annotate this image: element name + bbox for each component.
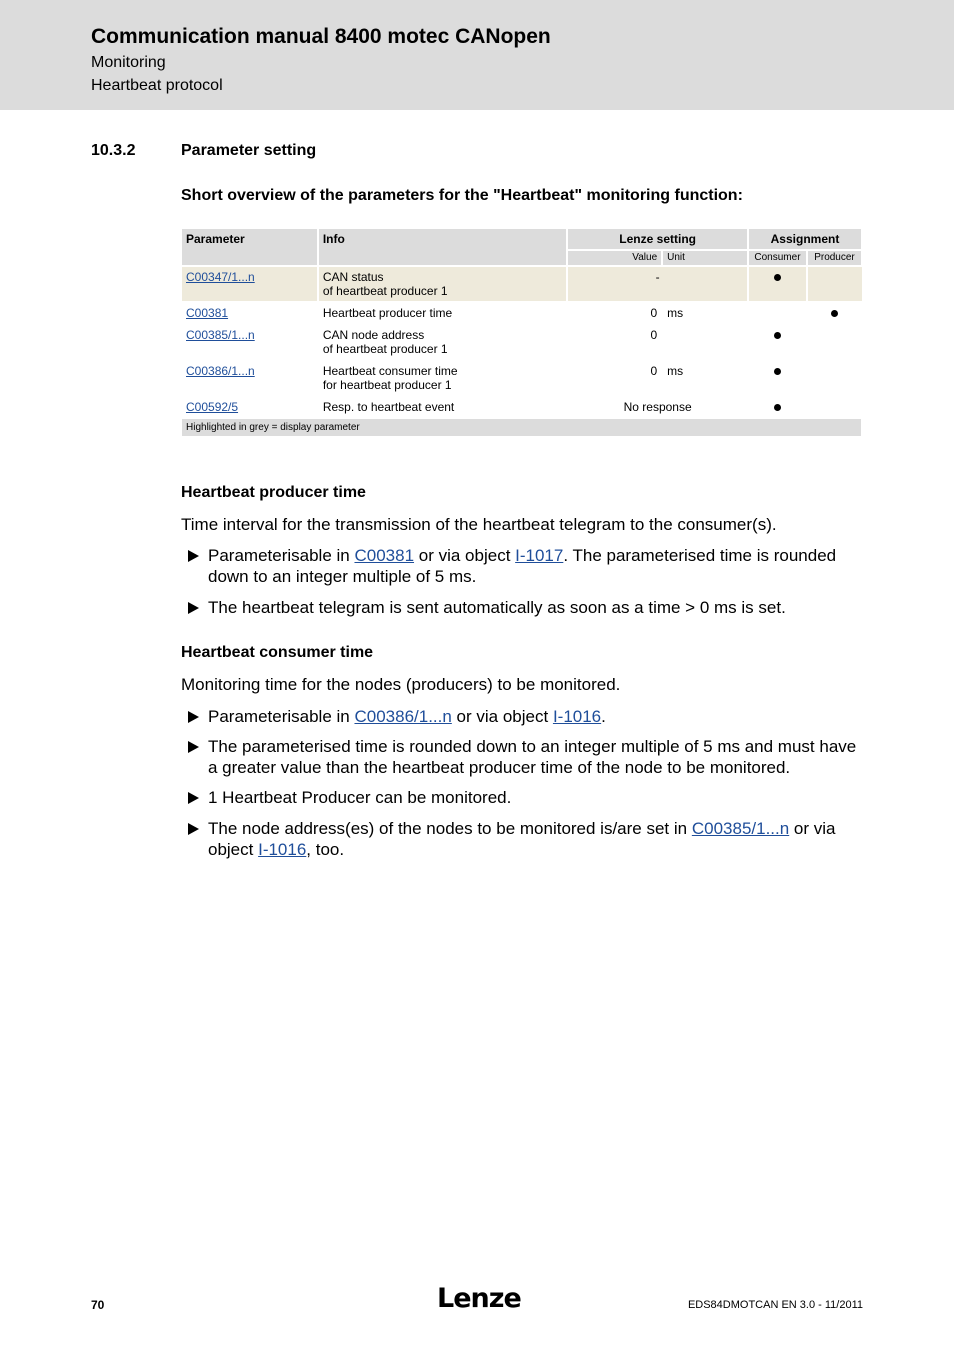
triangle-bullet-icon bbox=[188, 741, 199, 753]
assignment-dot bbox=[831, 310, 838, 317]
info-line: CAN status bbox=[322, 270, 384, 284]
triangle-bullet-icon bbox=[188, 602, 199, 614]
breadcrumb-chapter: Monitoring bbox=[91, 54, 166, 71]
bullet-text: or via object bbox=[451, 707, 553, 726]
header-producer: Producer bbox=[807, 250, 862, 266]
consumer-text: Monitoring time for the nodes (producers) to be monitored. bbox=[181, 675, 621, 694]
parameter-link[interactable]: C00347/1...n bbox=[186, 270, 255, 284]
lenze-logo: Lenze bbox=[437, 1283, 521, 1314]
bullet-text: 1 Heartbeat Producer can be monitored. bbox=[208, 788, 512, 807]
info-line: CAN node address bbox=[322, 328, 425, 342]
consumer-heading: Heartbeat consumer time bbox=[181, 644, 374, 661]
parameter-link[interactable]: C00386/1...n bbox=[186, 364, 255, 378]
header-assignment: Assignment bbox=[748, 229, 862, 250]
table-row bbox=[182, 324, 862, 360]
section-title: Parameter setting bbox=[181, 142, 317, 159]
header-unit: Unit bbox=[662, 250, 748, 266]
bullet-text: . bbox=[601, 707, 606, 726]
assignment-dot bbox=[774, 332, 781, 339]
list-item bbox=[181, 818, 863, 860]
link-i-1016[interactable]: I-1016 bbox=[258, 840, 307, 859]
assignment-dot bbox=[774, 404, 781, 411]
assignment-dot bbox=[774, 368, 781, 375]
bullet-text: . The parameterised time is rounded down to an integer multiple of 5 ms. bbox=[208, 546, 837, 586]
info-line: Heartbeat producer time bbox=[322, 306, 453, 320]
breadcrumb-section: Heartbeat protocol bbox=[91, 77, 223, 94]
link-i-1017[interactable]: I-1017 bbox=[515, 546, 564, 565]
table-row bbox=[182, 396, 862, 418]
overview-heading: Short overview of the parameters for the "Heartbeat" monitoring function: bbox=[181, 187, 743, 204]
unit-cell: ms bbox=[662, 360, 748, 396]
info-line: of heartbeat producer 1 bbox=[322, 342, 448, 356]
header-consumer: Consumer bbox=[748, 250, 807, 266]
link-c00386[interactable]: C00386/1...n bbox=[354, 707, 452, 726]
bullet-text: The parameterised time is rounded down to an integer multiple of 5 ms and must have a greater value than the heartbeat producer time of the node to be monitored. bbox=[208, 737, 857, 777]
bullet-text: Parameterisable in bbox=[208, 707, 355, 726]
document-title: Communication manual 8400 motec CANopen bbox=[91, 25, 551, 48]
value-cell: 0 bbox=[567, 302, 662, 324]
header-info: Info bbox=[318, 229, 567, 266]
page-header bbox=[0, 0, 954, 110]
bullet-text: or via object bbox=[414, 546, 516, 565]
info-line: Resp. to heartbeat event bbox=[322, 400, 455, 414]
bullet-text: , too. bbox=[306, 840, 345, 859]
bullet-text: or via object bbox=[208, 819, 836, 859]
producer-heading: Heartbeat producer time bbox=[181, 484, 366, 501]
document-code: EDS84DMOTCAN EN 3.0 - 11/2011 bbox=[687, 1299, 863, 1311]
info-line: Heartbeat consumer time bbox=[322, 364, 458, 378]
list-item bbox=[181, 597, 863, 618]
parameter-link[interactable]: C00381 bbox=[186, 306, 229, 320]
table-note: Highlighted in grey = display parameter bbox=[182, 418, 862, 437]
info-line: of heartbeat producer 1 bbox=[322, 284, 448, 298]
header-parameter: Parameter bbox=[182, 229, 318, 266]
list-item bbox=[181, 736, 863, 778]
bullet-text: The heartbeat telegram is sent automatically as soon as a time > 0 ms is set. bbox=[208, 598, 786, 617]
table-row bbox=[182, 266, 862, 302]
parameter-link[interactable]: C00592/5 bbox=[186, 400, 239, 414]
link-c00385[interactable]: C00385/1...n bbox=[691, 819, 790, 838]
triangle-bullet-icon bbox=[188, 792, 199, 804]
info-line: for heartbeat producer 1 bbox=[322, 378, 452, 392]
value-cell: 0 bbox=[567, 360, 662, 396]
parameter-table bbox=[182, 229, 863, 438]
value-cell: 0 bbox=[567, 324, 662, 360]
list-item bbox=[181, 545, 863, 587]
triangle-bullet-icon bbox=[188, 711, 199, 723]
header-lenze-setting: Lenze setting bbox=[567, 229, 748, 250]
page-number: 70 bbox=[91, 1298, 105, 1312]
section-number: 10.3.2 bbox=[91, 142, 136, 159]
header-value: Value bbox=[567, 250, 662, 266]
link-c00381[interactable]: C00381 bbox=[354, 546, 415, 565]
triangle-bullet-icon bbox=[188, 550, 199, 562]
parameter-link[interactable]: C00385/1...n bbox=[186, 328, 255, 342]
bullet-text: The node address(es) of the nodes to be monitored is/are set in bbox=[208, 819, 692, 838]
list-item bbox=[181, 706, 863, 727]
producer-text: Time interval for the transmission of the heartbeat telegram to the consumer(s). bbox=[181, 515, 777, 534]
bullet-text: Parameterisable in bbox=[208, 546, 355, 565]
list-item bbox=[181, 787, 863, 808]
triangle-bullet-icon bbox=[188, 823, 199, 835]
link-i-1016[interactable]: I-1016 bbox=[552, 707, 602, 726]
table-row bbox=[182, 302, 862, 324]
assignment-dot bbox=[774, 274, 781, 281]
table-row bbox=[182, 360, 862, 396]
unit-cell: ms bbox=[662, 302, 748, 324]
value-cell: No response bbox=[567, 396, 748, 418]
value-cell: - bbox=[567, 266, 748, 302]
